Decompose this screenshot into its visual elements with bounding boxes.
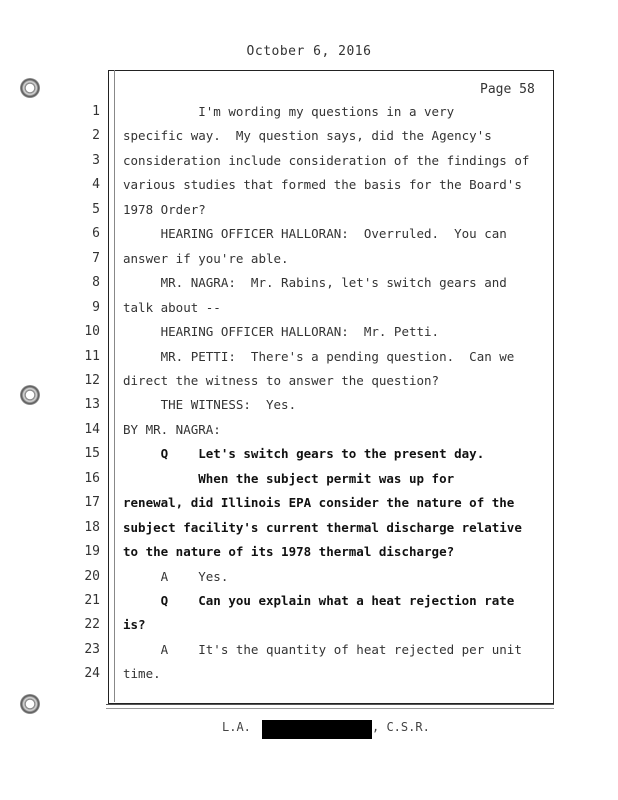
reporter-initials: L.A. [222, 720, 251, 734]
line-number: 4 [92, 177, 100, 192]
transcript-line: HEARING OFFICER HALLORAN: Mr. Petti. [123, 324, 440, 339]
page-number: Page 58 [480, 82, 535, 97]
transcript-line: to the nature of its 1978 thermal discharge? [123, 544, 455, 559]
line-number: 18 [84, 520, 100, 535]
transcript-line: renewal, did Illinois EPA consider the nature of the [123, 495, 515, 510]
transcript-line: HEARING OFFICER HALLORAN: Overruled. You can [123, 226, 507, 241]
transcript-line: subject facility's current thermal discharge relative [123, 520, 522, 535]
line-number: 9 [92, 300, 100, 315]
transcript-line: THE WITNESS: Yes. [123, 397, 297, 412]
transcript-line: BY MR. NAGRA: [123, 422, 221, 437]
transcript-line: When the subject permit was up for [123, 471, 455, 486]
transcript-line: I'm wording my questions in a very [123, 104, 455, 119]
line-number: 13 [84, 397, 100, 412]
line-number: 15 [84, 446, 100, 461]
transcript-line: time. [123, 666, 161, 681]
line-number: 21 [84, 593, 100, 608]
transcript-line: A It's the quantity of heat rejected per unit [123, 642, 522, 657]
binder-hole-icon [20, 694, 40, 714]
transcript-line: specific way. My question says, did the Agency's [123, 128, 492, 143]
line-number: 1 [92, 104, 100, 119]
line-number: 10 [84, 324, 100, 339]
transcript-line: MR. PETTI: There's a pending question. Can we [123, 349, 515, 364]
transcript-line: consideration include consideration of the findings of [123, 153, 530, 168]
line-number: 2 [92, 128, 100, 143]
page-frame-shadow [106, 704, 554, 709]
left-margin-rule [114, 70, 115, 702]
line-number: 5 [92, 202, 100, 217]
reporter-credential: , C.S.R. [372, 720, 430, 734]
binder-hole-icon [20, 385, 40, 405]
line-number: 12 [84, 373, 100, 388]
transcript-line: Q Let's switch gears to the present day. [123, 446, 485, 461]
line-number: 8 [92, 275, 100, 290]
transcript-line: answer if you're able. [123, 251, 289, 266]
line-number: 14 [84, 422, 100, 437]
transcript-line: direct the witness to answer the question? [123, 373, 440, 388]
transcript-line: talk about -- [123, 300, 221, 315]
line-number: 20 [84, 569, 100, 584]
transcript-line: MR. NAGRA: Mr. Rabins, let's switch gears and [123, 275, 507, 290]
transcript-line: Q Can you explain what a heat rejection rate [123, 593, 515, 608]
line-number: 16 [84, 471, 100, 486]
line-number: 6 [92, 226, 100, 241]
binder-hole-icon [20, 78, 40, 98]
redaction-block [262, 720, 372, 739]
line-number: 23 [84, 642, 100, 657]
line-number: 3 [92, 153, 100, 168]
line-number: 19 [84, 544, 100, 559]
line-number: 11 [84, 349, 100, 364]
line-number: 7 [92, 251, 100, 266]
transcript-line: A Yes. [123, 569, 229, 584]
transcript-line: various studies that formed the basis for the Board's [123, 177, 522, 192]
transcript-date: October 6, 2016 [246, 44, 372, 59]
line-number: 24 [84, 666, 100, 681]
line-number: 17 [84, 495, 100, 510]
line-number: 22 [84, 617, 100, 632]
transcript-line: 1978 Order? [123, 202, 206, 217]
footer [0, 718, 618, 740]
transcript-line: is? [123, 617, 146, 632]
